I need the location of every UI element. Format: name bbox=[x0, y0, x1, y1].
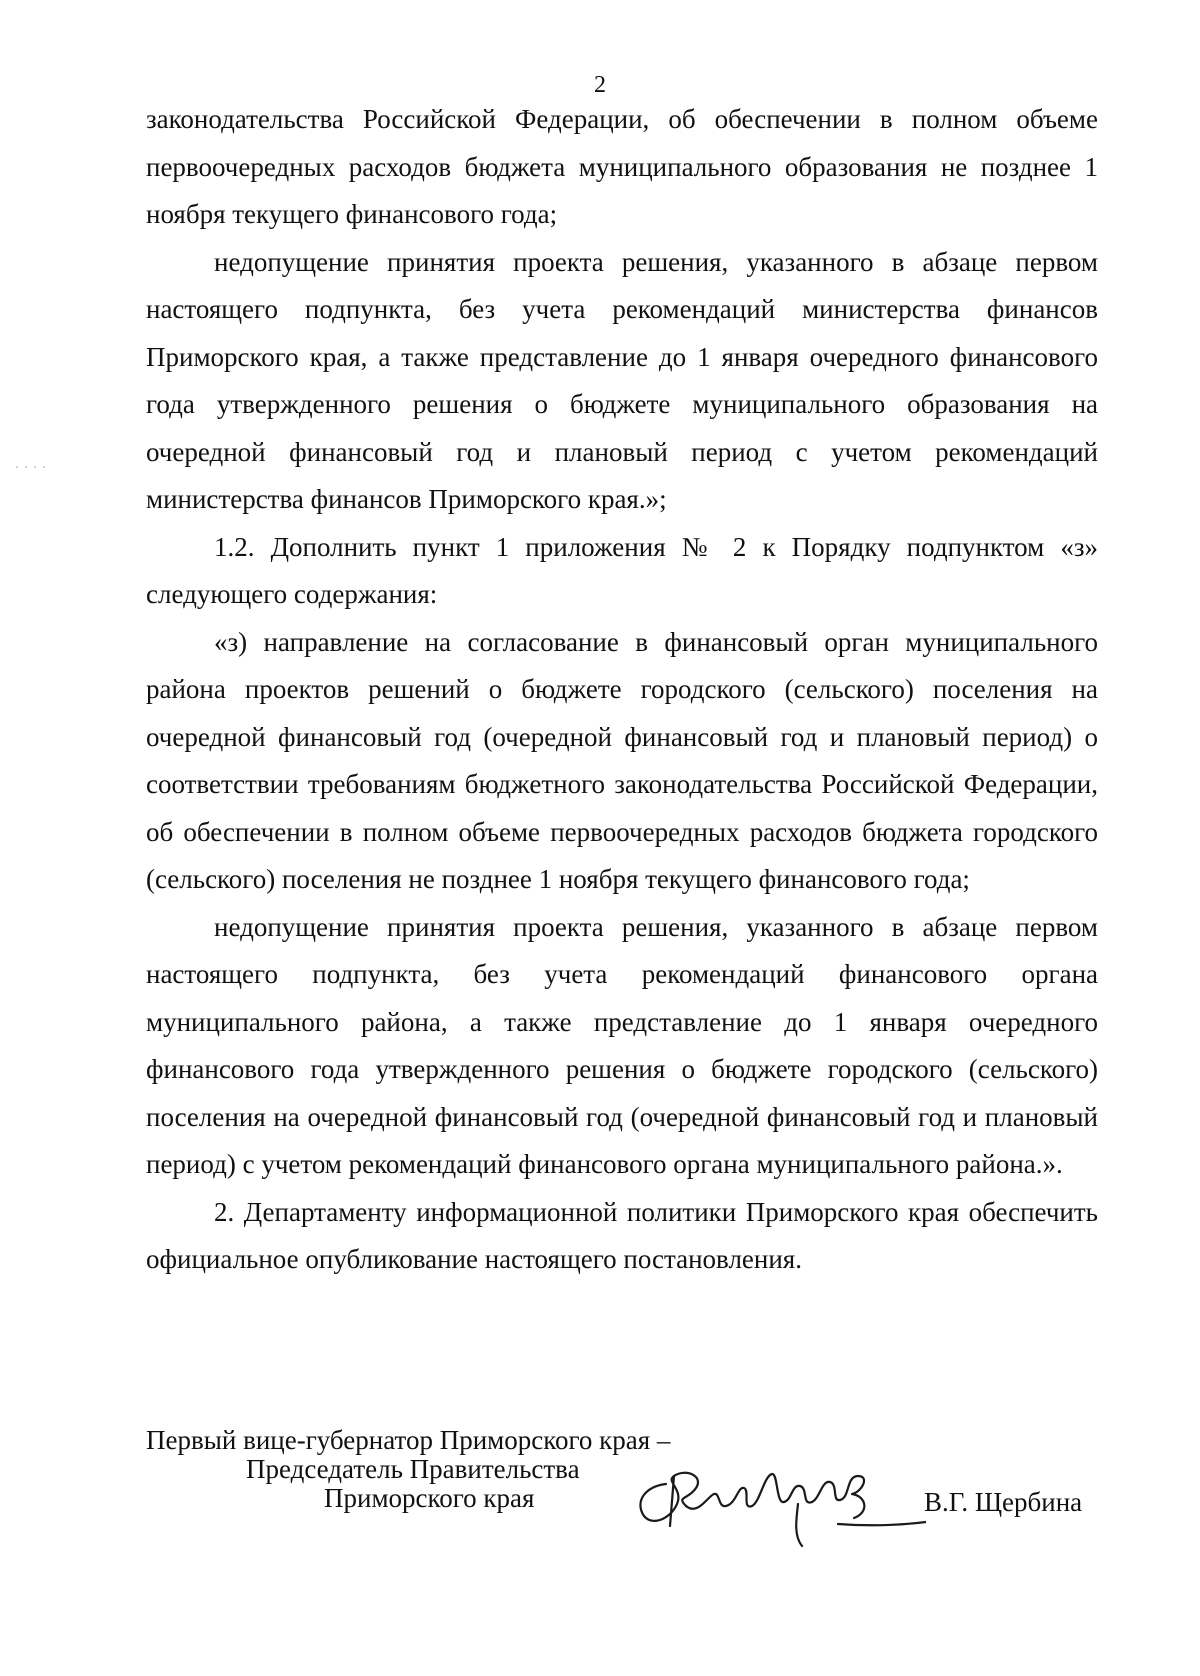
paragraph-item-2: 2. Департаменту информационной политики Приморского края обеспечить официальное опубликование настоящего постановления. bbox=[146, 1196, 1098, 1274]
page-number: 2 bbox=[594, 72, 606, 98]
signature-block bbox=[146, 1426, 1098, 1556]
paragraph-continuation: законодательства Российской Федерации, об обеспечении в полном объеме первоочередных расходов бюджета муниципального образования не позднее 1 ноября текущего финансового года; bbox=[146, 104, 1098, 229]
paragraph-nondopuschenie-2: недопущение принятия проекта решения, указанного в абзаце первом настоящего подпункта, без учета рекомендаций финансового органа муниципального района, а также представление до 1 января очередного финансового года утвержденного решения о бюджете городского (сельского) поселения на очередной финансовый год (очередной финансовый год и плановый период) с учетом рекомендаций финансового органа муниципального района.». bbox=[146, 911, 1098, 1179]
signatory-title-line-3: Приморского края bbox=[324, 1483, 535, 1513]
paragraph-nondopuschenie-1: недопущение принятия проекта решения, указанного в абзаце первом настоящего подпункта, без учета рекомендаций министерства финансов Приморского края, а также представление до 1 января очередного финансового года утвержденного решения о бюджете муниципального образования на очередной финансовый год и плановый период с учетом рекомендаций министерства финансов Приморского края.»; bbox=[146, 246, 1098, 514]
paragraph-subitem-z: «з) направление на согласование в финансовый орган муниципального района проектов решений о бюджете городского (сельского) поселения на очередной финансовый год (очередной финансовый год и плановый период) о соответствии требованиям бюджетного законодательства Российской Федерации, об обеспечении в полном объеме первоочередных расходов бюджета городского (сельского) поселения не позднее 1 ноября текущего финансового года; bbox=[146, 626, 1098, 894]
signatory-title-line-1: Первый вице-губернатор Приморского края – bbox=[146, 1425, 671, 1455]
document-body bbox=[146, 96, 1098, 1284]
scan-artifact bbox=[14, 458, 54, 466]
paragraph-item-1-2: 1.2. Дополнить пункт 1 приложения № 2 к Порядку подпунктом «з» следующего содержания: bbox=[146, 531, 1098, 609]
signatory-title-line-2: Председатель Правительства bbox=[246, 1454, 580, 1484]
signatory-name: В.Г. Щербина bbox=[924, 1487, 1083, 1517]
handwritten-signature bbox=[626, 1446, 926, 1556]
